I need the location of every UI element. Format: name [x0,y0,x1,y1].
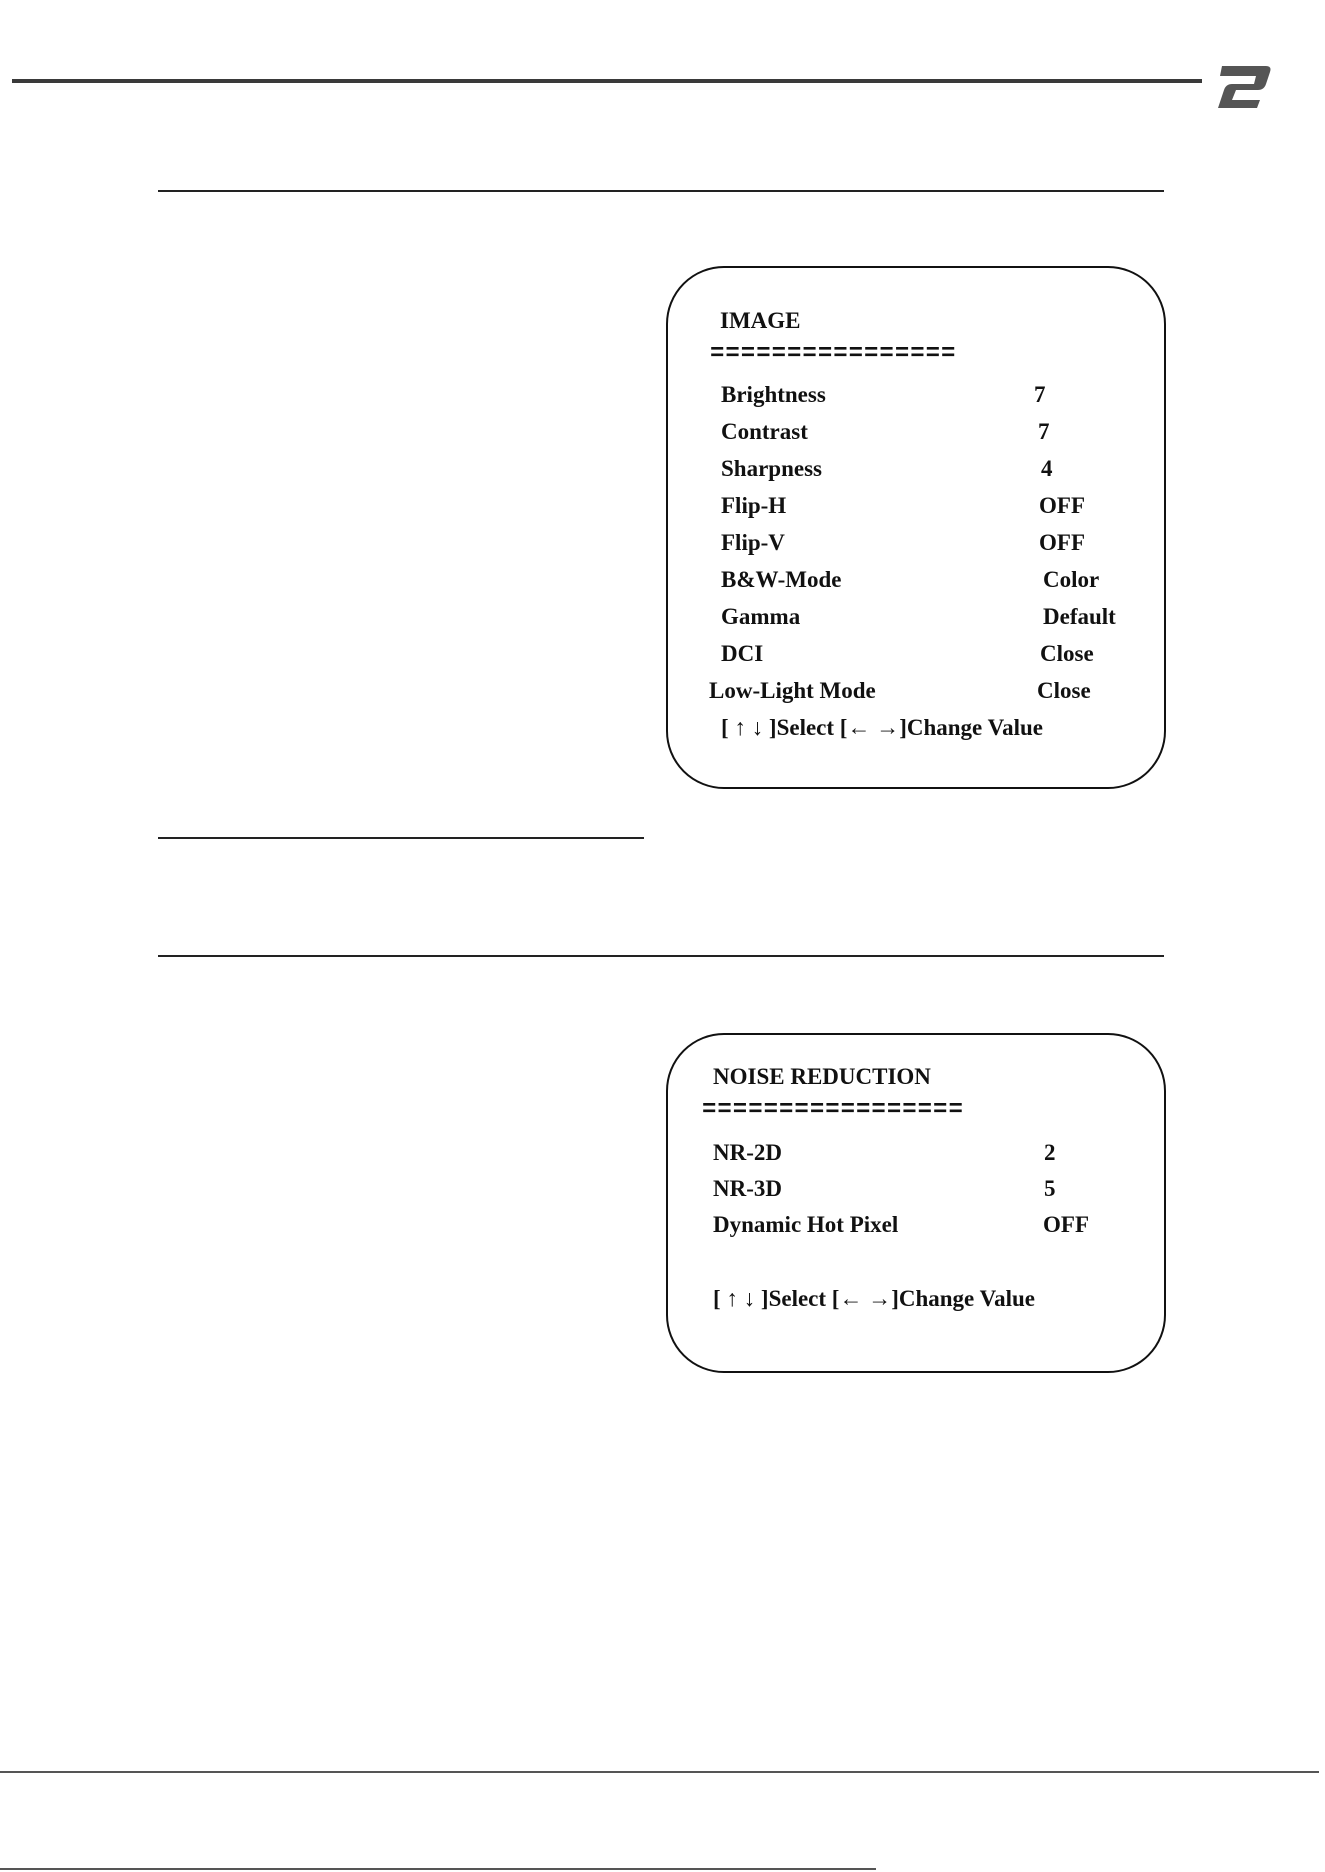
menu-item-contrast-value: 7 [1038,419,1050,444]
image-osd-menu [666,266,1166,789]
menu-item-brightness-label: Brightness [721,382,826,407]
menu-hint: [ ↑ ↓ ]Select [← →]Change Value [713,1286,1035,1311]
menu-item-flip-h-label: Flip-H [721,493,787,518]
menu-item-nr-3d-label: NR-3D [713,1176,782,1201]
menu-item-nr-2d-label: NR-2D [713,1140,782,1165]
menu-item-bw-mode-value: Color [1043,567,1100,592]
menu-item-dci-value: Close [1040,641,1094,666]
menu-item-nr-3d-value: 5 [1044,1176,1056,1201]
menu-item-low-light-value: Close [1037,678,1091,703]
menu-item-sharpness-value: 4 [1041,456,1053,481]
menu-item-gamma-value: Default [1043,604,1116,629]
menu-item-flip-v-label: Flip-V [721,530,785,555]
section-rule [158,190,1164,192]
menu-item-nr-2d-value: 2 [1044,1140,1056,1165]
section-rule [158,955,1164,957]
menu-item-bw-mode-label: B&W-Mode [721,567,842,592]
section-sub-rule [158,837,644,839]
menu-item-hot-pixel-value: OFF [1043,1212,1089,1237]
footer-rule [0,1868,876,1870]
brand-logo-icon [1208,62,1272,112]
menu-item-contrast-label: Contrast [721,419,808,444]
menu-item-gamma-label: Gamma [721,604,801,629]
menu-item-sharpness-label: Sharpness [721,456,822,481]
menu-title: NOISE REDUCTION [713,1064,931,1089]
menu-separator: ================= [702,1097,964,1124]
menu-item-flip-v-value: OFF [1039,530,1085,555]
menu-title: IMAGE [720,308,801,333]
menu-item-flip-h-value: OFF [1039,493,1085,518]
menu-item-low-light-label: Low-Light Mode [709,678,876,703]
footer-rule [0,1771,1319,1773]
noise-reduction-osd-menu [666,1033,1166,1373]
menu-item-dci-label: DCI [721,641,764,666]
menu-item-hot-pixel-label: Dynamic Hot Pixel [713,1212,899,1237]
menu-separator: ================ [710,341,957,368]
menu-item-brightness-value: 7 [1034,382,1046,407]
header-rule [12,79,1202,83]
menu-hint: [ ↑ ↓ ]Select [← →]Change Value [721,715,1043,740]
